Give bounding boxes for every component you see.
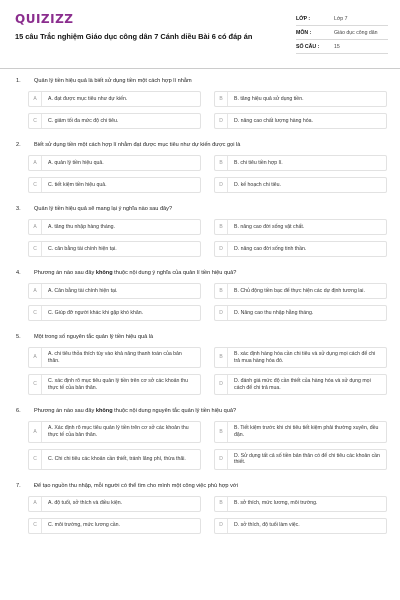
option-letter: C: [29, 450, 42, 469]
answer-option[interactable]: [214, 113, 387, 129]
answer-options: [0, 91, 400, 129]
option-letter: B: [215, 422, 228, 441]
meta-label: LỚP :: [296, 15, 311, 22]
answer-option[interactable]: [28, 177, 201, 193]
document-title: 15 câu Trắc nghiệm Giáo dục công dân 7 Cánh diều Bài 6 có đáp án: [15, 32, 253, 41]
option-text: D. nâng cao chất lượng hàng hóa.: [234, 117, 313, 124]
answer-option[interactable]: [28, 219, 201, 235]
question-text: Để tạo nguồn thu nhập, mỗi người có thể tìm cho mình một công việc phù hợp với: [34, 482, 238, 489]
question-header: [0, 142, 400, 149]
option-letter: D: [215, 375, 228, 394]
answer-option[interactable]: [214, 496, 387, 512]
option-letter: B: [215, 220, 228, 234]
question-header: [0, 270, 400, 277]
answer-options: [0, 155, 400, 193]
option-text: B. chi tiêu tiền hợp lí.: [234, 159, 283, 166]
answer-option[interactable]: [214, 374, 387, 395]
option-letter: D: [215, 242, 228, 256]
option-letter: C: [29, 375, 42, 394]
answer-option[interactable]: [28, 241, 201, 257]
option-text: D. kế hoạch chi tiêu.: [234, 181, 282, 188]
answer-option[interactable]: [214, 177, 387, 193]
question-number: 7.: [16, 482, 21, 489]
answer-options: [0, 421, 400, 469]
option-letter: B: [215, 156, 228, 170]
question-item: [0, 483, 400, 534]
question-text: Biết sử dụng tiền một cách hợp lí nhằm đạt được mục tiêu như dự kiến được gọi là: [34, 142, 241, 148]
answer-option[interactable]: [214, 91, 387, 107]
question-text: Một trong số nguyên tắc quản lý tiền hiệu quả là: [34, 334, 154, 340]
answer-option[interactable]: [28, 113, 201, 129]
option-letter: C: [29, 306, 42, 320]
answer-option[interactable]: [28, 155, 201, 171]
meta-value: Giáo dục công dân: [334, 29, 378, 36]
meta-row-grade: [296, 12, 388, 26]
option-text: A. Cân bằng tài chính hiện tại.: [48, 287, 118, 294]
option-text: D. Nâng cao thu nhập hằng tháng.: [234, 309, 314, 316]
option-letter: C: [29, 114, 42, 128]
answer-option[interactable]: [28, 496, 201, 512]
answer-option[interactable]: [28, 518, 201, 534]
option-letter: C: [29, 242, 42, 256]
option-letter: B: [215, 497, 228, 511]
answer-option[interactable]: [214, 449, 387, 470]
question-header: [0, 206, 400, 213]
question-item: [0, 142, 400, 193]
question-number: 6.: [16, 408, 21, 415]
answer-option[interactable]: [214, 283, 387, 299]
answer-option[interactable]: [28, 374, 201, 395]
option-text: B. Chủ động tiền bạc để thực hiện các dự định tương lai.: [234, 287, 365, 294]
option-letter: A: [29, 284, 42, 298]
option-letter: D: [215, 450, 228, 469]
option-letter: D: [215, 114, 228, 128]
question-text: [34, 270, 384, 277]
option-text: C. Giúp đỡ người khác khi gặp khó khăn.: [48, 309, 144, 316]
answer-option[interactable]: [28, 91, 201, 107]
option-text: B. tăng hiệu quả sử dụng tiền.: [234, 95, 304, 102]
option-text: D. sở thích, độ tuổi làm việc.: [234, 522, 300, 529]
answer-option[interactable]: [28, 347, 201, 368]
answer-options: [0, 219, 400, 257]
option-text: C. Chi chi tiêu các khoản cần thiết, tránh lãng phí, thừa thãi.: [48, 455, 186, 462]
option-letter: A: [29, 156, 42, 170]
option-letter: C: [29, 519, 42, 533]
meta-table: [296, 12, 388, 54]
option-text: A. Xác định rõ mục tiêu quản lý tiền trên cơ sở các khoản thu thực tế của bản thân.: [48, 425, 189, 438]
option-letter: B: [215, 348, 228, 367]
option-letter: A: [29, 348, 42, 367]
answer-option[interactable]: [28, 421, 201, 442]
question-text: Quản lý tiền hiệu quả sẽ mang lại ý nghĩa nào sau đây?: [34, 206, 173, 212]
answer-option[interactable]: [214, 305, 387, 321]
answer-options: [0, 347, 400, 395]
answer-option[interactable]: [214, 347, 387, 368]
option-letter: A: [29, 422, 42, 441]
question-header: [0, 334, 400, 341]
quizizz-logo: QUIZIZZ: [15, 12, 74, 26]
option-text: C. giảm tối đa mức độ chi tiêu.: [48, 117, 119, 124]
option-text: B. xác định hàng hóa cần chi tiêu và sử dụng mọi cách để chi trả mua hàng hóa đó.: [234, 351, 376, 364]
meta-row-count: [296, 40, 388, 54]
question-header: [0, 78, 400, 85]
question-item: [0, 408, 400, 469]
question-header: [0, 408, 400, 415]
answer-option[interactable]: [28, 449, 201, 470]
question-header: [0, 483, 400, 490]
option-text: B. sở thích, mức lương, môi trường.: [234, 500, 318, 507]
option-text: B. nâng cao đời sống vật chất.: [234, 223, 305, 230]
question-text-part: thuộc nội dung nguyên tắc quản lý tiền hiệu quả?: [112, 408, 237, 415]
answer-option[interactable]: [214, 155, 387, 171]
answer-options: [0, 496, 400, 534]
option-text: C. xác định rõ mục tiêu quản lý tiền trên cơ sở các khoản thu thực tế của bản thân.: [48, 378, 189, 391]
question-text: Quản lý tiền hiệu quả là biết sử dụng tiền một cách hợp lí nhằm: [34, 78, 192, 84]
question-number: 1.: [16, 78, 21, 84]
answer-option[interactable]: [214, 241, 387, 257]
option-text: D. nâng cao đời sống tinh thần.: [234, 245, 307, 252]
option-letter: A: [29, 220, 42, 234]
question-text: [34, 408, 384, 415]
option-text: A. chi tiêu thỏa thích tùy vào khả năng thanh toán của bản thân.: [48, 351, 182, 364]
option-text: A. quản lý tiền hiệu quả.: [48, 159, 104, 166]
option-letter: D: [215, 178, 228, 192]
question-number: 5.: [16, 334, 21, 340]
question-number: 2.: [16, 142, 21, 148]
option-letter: D: [215, 519, 228, 533]
question-number: 3.: [16, 206, 21, 212]
question-item: [0, 334, 400, 395]
meta-value: Lớp 7: [334, 15, 348, 22]
answer-option[interactable]: [28, 283, 201, 299]
option-letter: A: [29, 92, 42, 106]
option-text: C. cân bằng tài chính hiện tại.: [48, 245, 117, 252]
question-text-emphasis: không: [95, 270, 113, 276]
page-header: [0, 0, 400, 68]
option-letter: D: [215, 306, 228, 320]
question-item: [0, 78, 400, 129]
answer-options: [0, 283, 400, 321]
option-letter: A: [29, 497, 42, 511]
question-text-part: thuộc nội dung ý nghĩa của quản lí tiền hiệu quả?: [112, 270, 237, 276]
meta-row-subject: [296, 26, 388, 40]
option-letter: B: [215, 92, 228, 106]
question-text-part: Phương án nào sau đây: [34, 270, 96, 276]
answer-option[interactable]: [214, 421, 387, 442]
meta-value: 15: [334, 43, 340, 50]
option-letter: C: [29, 178, 42, 192]
meta-label: SỐ CÂU :: [296, 43, 320, 50]
answer-option[interactable]: [214, 518, 387, 534]
meta-label: MÔN :: [296, 29, 312, 36]
question-text-part: Phương án nào sau đây: [34, 408, 96, 415]
option-text: B. Tiết kiệm trước khi chi tiêu tiết kiệm phải thường xuyên, đều đặn.: [234, 425, 379, 438]
question-item: [0, 206, 400, 257]
answer-option[interactable]: [28, 305, 201, 321]
question-text-emphasis: không: [95, 408, 113, 415]
option-text: A. tăng thu nhập hàng tháng.: [48, 223, 115, 230]
option-text: D. Sử dụng tất cả số tiền bản thân có để chi tiêu các khoản cần thiết.: [234, 452, 380, 466]
option-letter: B: [215, 284, 228, 298]
option-text: D. đánh giá mức độ cần thiết của hàng hóa và sử dụng mọi cách để chi trả mua.: [234, 378, 371, 391]
question-item: [0, 270, 400, 321]
answer-option[interactable]: [214, 219, 387, 235]
option-text: C. tiết kiệm tiền hiệu quả.: [48, 181, 107, 188]
question-list: [0, 78, 400, 547]
header-divider: [0, 68, 400, 69]
question-number: 4.: [16, 270, 21, 276]
option-text: C. môi trường, mức lương cần.: [48, 522, 120, 529]
option-text: A. đạt được mục tiêu như dự kiến.: [48, 95, 128, 102]
option-text: A. độ tuổi, sở thích và điều kiện.: [48, 500, 123, 507]
